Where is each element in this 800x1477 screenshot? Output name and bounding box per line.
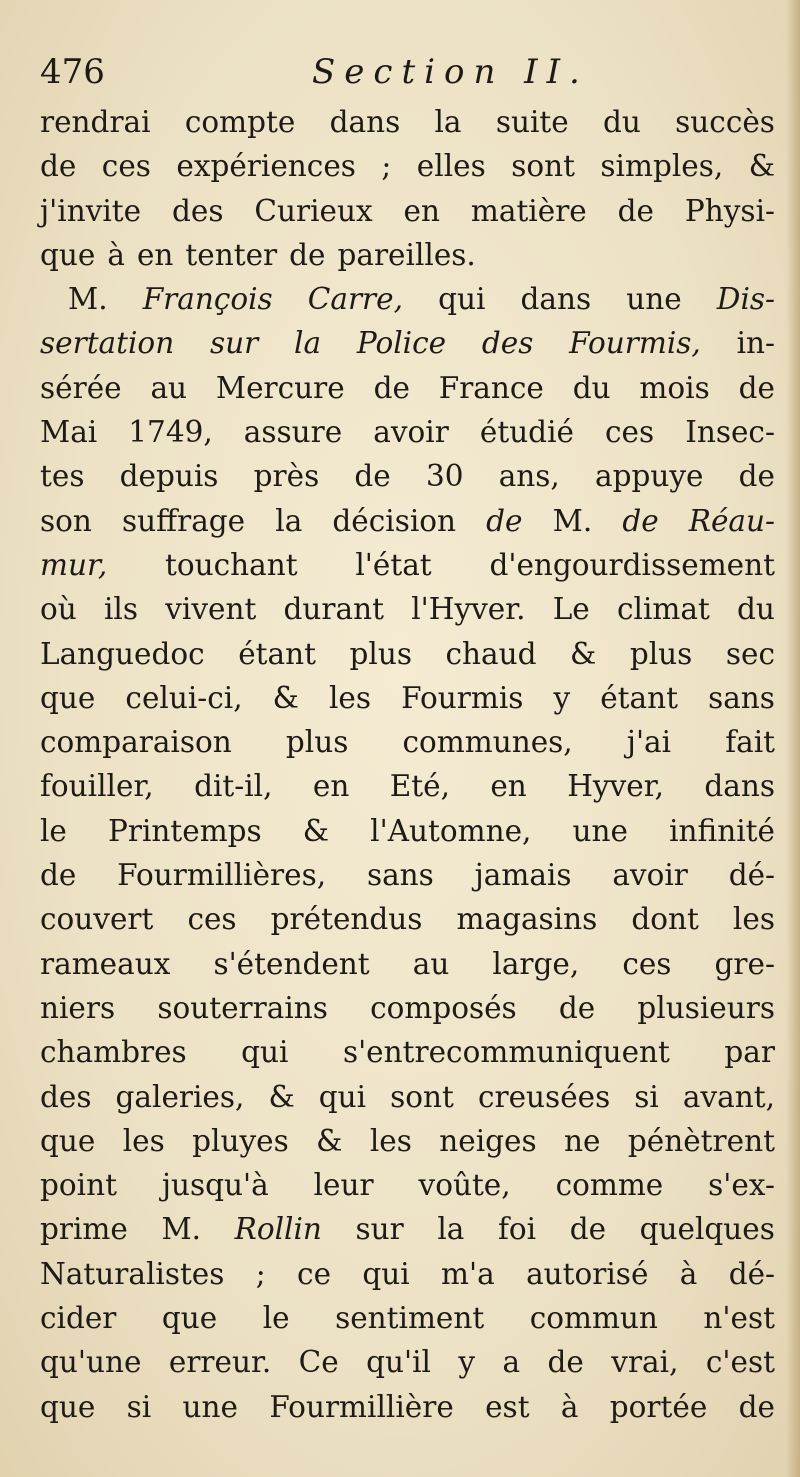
word: de (738, 370, 775, 405)
word: souterrains (157, 990, 328, 1025)
word: rameaux (40, 946, 171, 981)
word: & (302, 813, 330, 848)
word: qu'il (366, 1345, 431, 1380)
word: rendrai (40, 105, 151, 139)
word: neiges (439, 1123, 537, 1158)
word: magasins (456, 902, 598, 937)
word: du (737, 592, 775, 627)
word: fouiller, (40, 769, 154, 804)
word: avant, (682, 1079, 775, 1114)
word: pareilles. (337, 237, 476, 272)
word: & (570, 636, 597, 671)
word: vrai, (611, 1345, 679, 1380)
text-line (40, 1252, 775, 1296)
word: de (40, 149, 77, 184)
word: avoir (612, 858, 688, 893)
word: que (161, 1301, 218, 1336)
word: jamais (474, 858, 572, 893)
word: à (560, 1389, 579, 1424)
word: étant (600, 680, 678, 715)
word: en (136, 237, 174, 272)
word: succès (675, 105, 775, 139)
word: tenter (185, 237, 278, 272)
text-line (40, 1296, 775, 1340)
text-line (40, 1119, 775, 1163)
text-line (40, 277, 775, 321)
word: où (40, 592, 77, 627)
word: & (272, 680, 299, 715)
word: en (490, 769, 527, 804)
word: qui (362, 1256, 410, 1291)
text-line (40, 809, 775, 853)
running-head: Section II. (312, 52, 589, 92)
word: à (679, 1256, 698, 1291)
word: s'entrecommuniquent (342, 1035, 670, 1070)
word: quelques (639, 1212, 775, 1247)
word: foi (497, 1212, 537, 1247)
word: du (602, 105, 641, 139)
word: ces (101, 149, 151, 184)
word: M. (552, 503, 593, 538)
word: s'ex- (708, 1168, 775, 1203)
text-line (40, 233, 775, 277)
word: Fourmillières, (117, 858, 327, 893)
text-line (40, 543, 775, 587)
word: compte (184, 105, 296, 139)
word: erreur. (168, 1345, 272, 1380)
word: commun (529, 1301, 658, 1336)
word: des (40, 1079, 92, 1114)
word: le (40, 813, 67, 848)
word: voûte, (418, 1168, 511, 1203)
word: de (547, 1345, 584, 1380)
word: suite (495, 105, 569, 139)
word: de (289, 237, 326, 272)
word: M. (161, 1212, 202, 1247)
word: Dis- (716, 282, 775, 317)
word: au (150, 370, 188, 405)
word: communes, (402, 725, 573, 760)
word: suffrage (122, 503, 246, 538)
word: les (369, 1123, 412, 1158)
word: la (437, 1212, 465, 1247)
text-line (40, 1163, 775, 1207)
word: du (572, 370, 611, 405)
word: expériences (176, 149, 356, 184)
word: appuye (594, 459, 704, 494)
word: que (40, 680, 96, 715)
word: étudié (479, 415, 574, 450)
word: s'étendent (213, 946, 370, 981)
word: dans (704, 769, 775, 804)
text-line (40, 764, 775, 808)
word: elles (416, 149, 486, 184)
word: Mai (40, 415, 98, 450)
word: in- (736, 326, 775, 361)
text-line (40, 676, 775, 720)
text-line (40, 499, 775, 543)
word: la (434, 105, 462, 139)
word: point (40, 1168, 117, 1203)
word: durant (283, 592, 384, 627)
word: ce (297, 1256, 332, 1291)
word: Réau- (688, 503, 775, 538)
word: au (412, 946, 450, 981)
word: n'est (703, 1301, 775, 1336)
word: avoir (373, 415, 449, 450)
text-line (40, 144, 775, 188)
word: & (316, 1123, 343, 1158)
word: c'est (705, 1345, 775, 1380)
word: Hyver, (567, 769, 664, 804)
word: climat (617, 592, 710, 627)
word: Le (552, 592, 590, 627)
word: d'engourdissement (489, 547, 775, 582)
word: de (486, 503, 523, 538)
word: y (458, 1345, 476, 1380)
text-line (40, 853, 775, 897)
word: simples, (600, 149, 724, 184)
word: que (40, 1123, 96, 1158)
word: de (558, 990, 596, 1025)
word: dans (329, 105, 401, 139)
word: Rollin (234, 1212, 322, 1247)
word: les (329, 680, 372, 715)
text-line (40, 1340, 775, 1384)
word: ; (255, 1256, 266, 1291)
word: l'Automne, (370, 813, 532, 848)
word: ces (622, 946, 672, 981)
word: jusqu'à (161, 1168, 269, 1203)
word: & (748, 149, 775, 184)
word: une (182, 1389, 239, 1424)
text-line (40, 321, 775, 365)
word: près (253, 459, 320, 494)
word: ils (103, 592, 138, 627)
text-line (40, 189, 775, 233)
word: prime (40, 1212, 128, 1247)
word: touchant (165, 547, 298, 582)
word: dont (631, 902, 699, 937)
word: chambres (40, 1035, 187, 1070)
word: Printemps (108, 813, 262, 848)
text-line (40, 720, 775, 764)
word: sur (355, 1212, 404, 1247)
word: de (40, 858, 77, 893)
text-line (40, 366, 775, 410)
word: sont (511, 149, 575, 184)
text-line (40, 1207, 775, 1251)
word: des (481, 326, 534, 361)
word: de (569, 1212, 607, 1247)
body-text (40, 100, 775, 1429)
word: Naturalistes (40, 1256, 225, 1291)
word: couvert (40, 902, 154, 937)
word: sérée (40, 370, 122, 405)
word: qui (318, 1079, 367, 1114)
word: décision (332, 503, 457, 538)
word: sans (366, 858, 434, 893)
word: sentiment (335, 1301, 485, 1336)
word: chaud (445, 636, 537, 671)
word: la (294, 326, 322, 361)
word: est (485, 1389, 530, 1424)
word: Insec- (685, 415, 775, 450)
word: Fourmis, (569, 326, 701, 361)
text-line (40, 410, 775, 454)
word: large, (492, 946, 580, 981)
word: depuis (119, 459, 219, 494)
word: creusées (477, 1079, 611, 1114)
word: M. (68, 282, 108, 317)
word: une (572, 813, 628, 848)
word: les (732, 902, 775, 937)
word: que (40, 237, 96, 272)
word: & (268, 1079, 295, 1114)
text-line (40, 1030, 775, 1074)
word: plus (285, 725, 349, 760)
word: sans (708, 680, 775, 715)
word: sur (209, 326, 259, 361)
word: qu'une (40, 1345, 142, 1380)
word: sont (390, 1079, 454, 1114)
word: sertation (40, 326, 175, 361)
text-line (40, 1385, 775, 1429)
word: Fourmillière (269, 1389, 454, 1424)
word: vivent (165, 592, 257, 627)
word: ne (564, 1123, 601, 1158)
word: comparaison (40, 725, 232, 760)
word: celui-ci, (125, 680, 243, 715)
word: la (275, 503, 303, 538)
word: Mercure (215, 370, 345, 405)
text-line (40, 454, 775, 498)
word: a (502, 1345, 521, 1380)
word: qui (241, 1035, 289, 1070)
word: Ce (298, 1345, 339, 1380)
word: Eté, (389, 769, 450, 804)
word: une (626, 282, 682, 317)
word: sec (725, 636, 775, 671)
word: France (438, 370, 544, 405)
word: à (107, 237, 125, 272)
word: Police (356, 326, 447, 361)
word: de (617, 193, 655, 228)
word: si (126, 1389, 152, 1424)
word: j'invite (40, 193, 142, 228)
word: Carre, (307, 282, 403, 317)
word: 30 (425, 459, 464, 494)
word: ces (605, 415, 655, 450)
word: Languedoc (40, 636, 205, 671)
word: Fourmis (401, 680, 524, 715)
word: mois (639, 370, 710, 405)
word: de (738, 459, 775, 494)
word: de (354, 459, 391, 494)
word: dé- (728, 1256, 775, 1291)
word: dans (520, 282, 592, 317)
word: si (634, 1079, 659, 1114)
word: composés (370, 990, 517, 1025)
page-number: 476 (40, 52, 105, 92)
word: dit-il, (194, 769, 273, 804)
word: portée (609, 1389, 708, 1424)
word: 1749, (128, 415, 213, 450)
word: de (622, 503, 659, 538)
word: infinité (669, 813, 775, 848)
word: François (142, 282, 273, 317)
word: le (262, 1301, 290, 1336)
word: ; (381, 149, 392, 184)
text-line (40, 587, 775, 631)
text-line (40, 100, 775, 144)
word: dé- (728, 858, 775, 893)
word: par (724, 1035, 775, 1070)
page-header (40, 46, 780, 98)
word: pénètrent (627, 1123, 775, 1158)
word: ces (187, 902, 237, 937)
word: son (40, 503, 92, 538)
word: matière (470, 193, 587, 228)
word: que (40, 1389, 96, 1424)
word: Physi- (684, 193, 775, 228)
text-line (40, 632, 775, 676)
word: qui (438, 282, 486, 317)
word: niers (40, 990, 116, 1025)
text-line (40, 942, 775, 986)
word: en (403, 193, 440, 228)
word: y (553, 680, 571, 715)
word: de (738, 1389, 775, 1424)
word: les (122, 1123, 165, 1158)
word: étant (238, 636, 316, 671)
text-line (40, 1075, 775, 1119)
word: plus (349, 636, 412, 671)
word: de (373, 370, 410, 405)
word: leur (313, 1168, 374, 1203)
word: mur, (40, 547, 108, 582)
word: cider (40, 1301, 117, 1336)
word: m'a (441, 1256, 495, 1291)
word: pluyes (192, 1123, 289, 1158)
page-edge-shadow (786, 0, 800, 1477)
word: comme (555, 1168, 664, 1203)
word: gre- (714, 946, 775, 981)
word: assure (243, 415, 343, 450)
word: prétendus (270, 902, 423, 937)
word: plusieurs (637, 990, 775, 1025)
text-line (40, 897, 775, 941)
word: fait (725, 725, 775, 760)
word: Curieux (254, 193, 373, 228)
word: plus (629, 636, 693, 671)
word: ans, (498, 459, 560, 494)
word: j'ai (626, 725, 672, 760)
word: l'état (355, 547, 432, 582)
word: tes (40, 459, 85, 494)
word: des (172, 193, 224, 228)
word: en (312, 769, 350, 804)
word: galeries, (115, 1079, 245, 1114)
text-line (40, 986, 775, 1030)
word: l'Hyver. (411, 592, 526, 627)
word: autorisé (526, 1256, 649, 1291)
